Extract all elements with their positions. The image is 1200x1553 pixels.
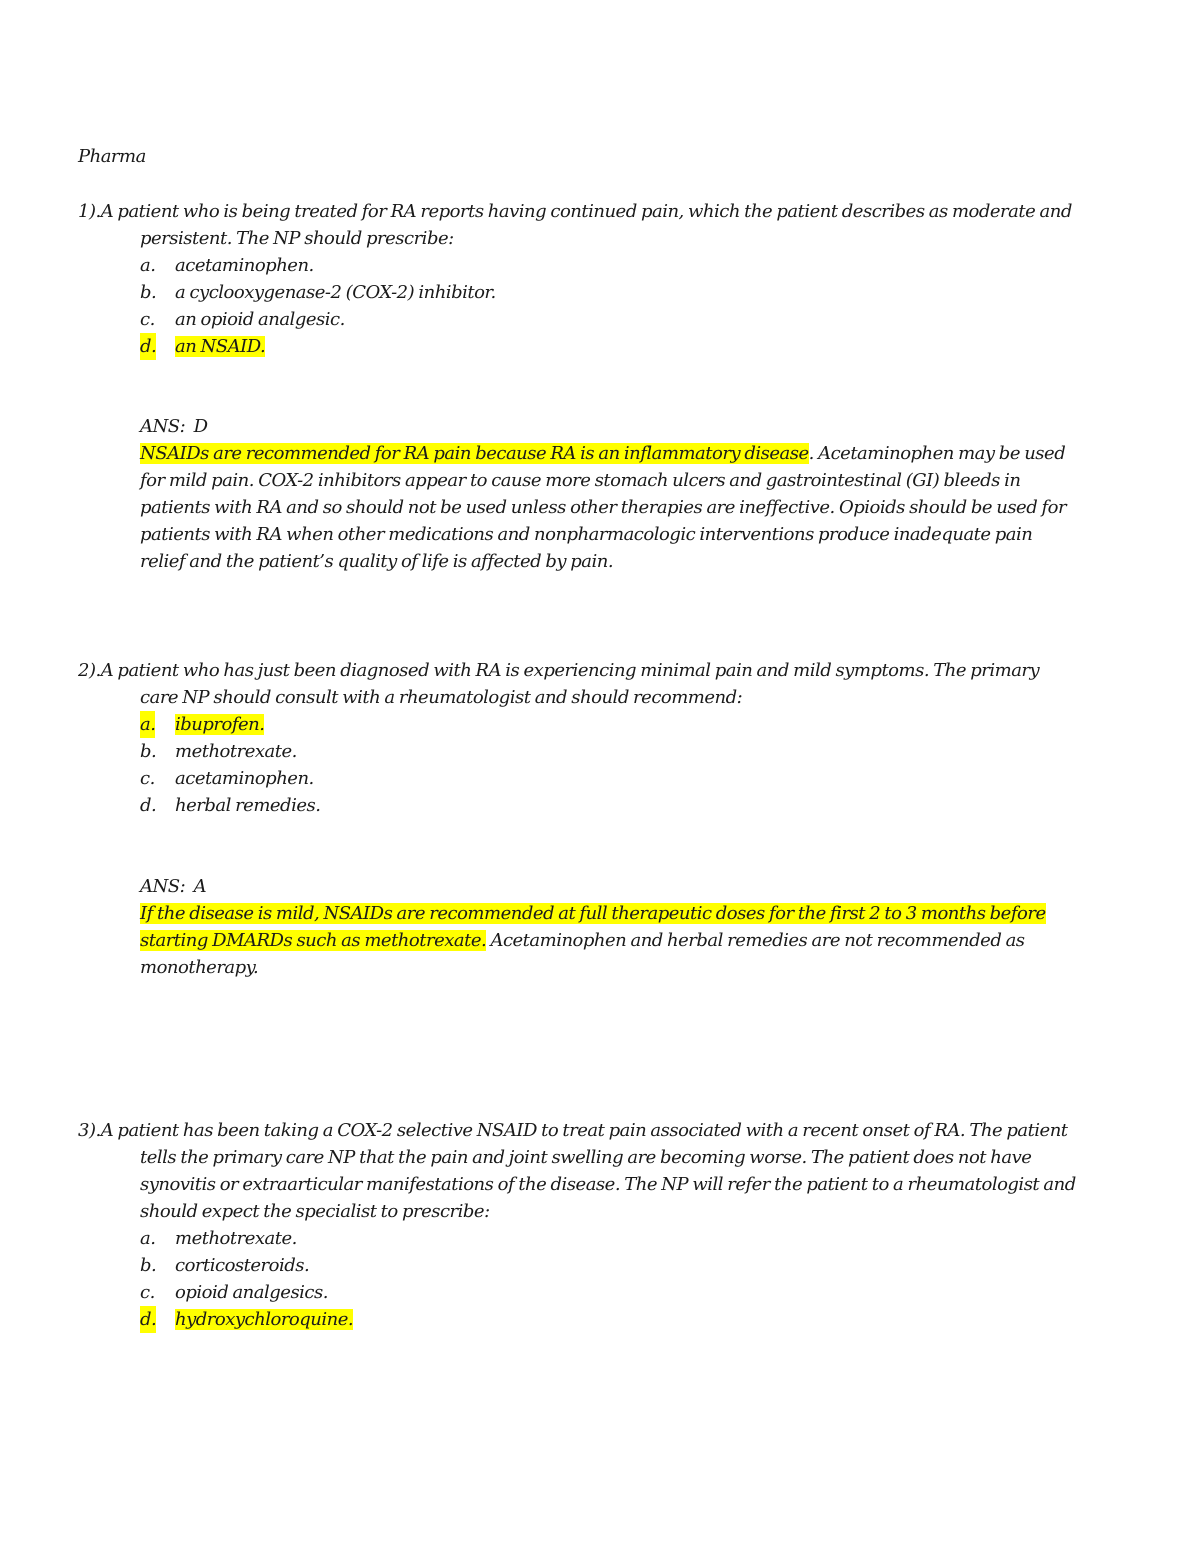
option-d — [78, 792, 1078, 819]
answer-letter: A — [193, 876, 207, 897]
question-stem — [78, 198, 1078, 252]
option-b — [78, 1252, 1078, 1279]
option-text: methotrexate. — [175, 741, 297, 762]
option-text: methotrexate. — [175, 1228, 297, 1249]
option-text: acetaminophen. — [175, 255, 314, 276]
question-number: 1). — [78, 201, 101, 222]
rationale-text: Acetaminophen and herbal remedies are not recommended as monotherapy. — [140, 930, 1025, 978]
answer-block-1 — [140, 413, 1080, 575]
question-number: 2). — [78, 660, 101, 681]
answer-label: ANS: — [140, 876, 186, 897]
option-text: acetaminophen. — [175, 768, 314, 789]
option-text: an opioid analgesic. — [175, 309, 345, 330]
rationale-highlight: If the disease is mild, NSAIDs are recommended at full therapeutic doses for the first 2 to 3 months before starting DMARDs such as methotrexate. — [140, 903, 1046, 951]
rationale — [140, 900, 1080, 981]
option-letter: a. — [140, 255, 156, 276]
answer-label: ANS: — [140, 416, 186, 437]
option-letter: d. — [140, 333, 156, 360]
option-a — [78, 1225, 1078, 1252]
question-3 — [78, 1117, 1078, 1333]
option-letter: c. — [140, 309, 155, 330]
option-letter: b. — [140, 1255, 157, 1276]
option-text: herbal remedies. — [175, 795, 321, 816]
option-letter: c. — [140, 1282, 155, 1303]
answer-line — [140, 413, 1080, 440]
question-1 — [78, 198, 1078, 360]
option-text: corticosteroids. — [175, 1255, 310, 1276]
question-stem — [78, 1117, 1078, 1225]
question-text: A patient who has just been diagnosed with RA is experiencing minimal pain and mild symptoms. The primary care NP should consult with a rheumatologist and should recommend: — [100, 660, 1040, 708]
question-2 — [78, 657, 1078, 819]
option-text: a cyclooxygenase-2 (COX-2) inhibitor. — [175, 282, 496, 303]
option-c — [78, 1279, 1078, 1306]
option-b — [78, 279, 1078, 306]
option-letter: a. — [140, 711, 155, 738]
option-text: an NSAID. — [175, 336, 266, 357]
rationale-highlight: NSAIDs are recommended for RA pain because RA is an inflammatory disease — [140, 443, 809, 464]
option-letter: b. — [140, 282, 157, 303]
document-title: Pharma — [78, 146, 146, 167]
option-b — [78, 738, 1078, 765]
rationale-text: . Acetaminophen may be used for mild pain. COX-2 inhibitors appear to cause more stomach ulcers and gastrointestinal (GI) bleeds in patients with RA and so should not be used unless other therapies are ineffective. Opioids should be used for patients with RA when other medications and nonpharmacologic interventions produce inadequate pain relief and the patient’s quality of life is affected by pain. — [140, 443, 1067, 572]
option-d-highlighted — [78, 1306, 1078, 1333]
option-letter: c. — [140, 768, 155, 789]
answer-options — [78, 1225, 1078, 1333]
option-letter: d. — [140, 795, 157, 816]
option-c — [78, 306, 1078, 333]
option-a-highlighted — [78, 711, 1078, 738]
option-text: ibuprofen. — [175, 714, 265, 735]
answer-letter: D — [193, 416, 208, 437]
option-letter: d. — [140, 1306, 156, 1333]
option-a — [78, 252, 1078, 279]
answer-options — [78, 711, 1078, 819]
answer-line — [140, 873, 1080, 900]
option-letter: a. — [140, 1228, 156, 1249]
option-text: hydroxychloroquine. — [175, 1309, 354, 1330]
option-d-highlighted — [78, 333, 1078, 360]
answer-block-2 — [140, 873, 1080, 981]
question-text: A patient who is being treated for RA reports having continued pain, which the patient describes as moderate and persistent. The NP should prescribe: — [100, 201, 1072, 249]
option-c — [78, 765, 1078, 792]
answer-options — [78, 252, 1078, 360]
question-stem — [78, 657, 1078, 711]
option-text: opioid analgesics. — [175, 1282, 328, 1303]
option-letter: b. — [140, 741, 157, 762]
question-text: A patient has been taking a COX-2 selective NSAID to treat pain associated with a recent onset of RA. The patient tells the primary care NP that the pain and joint swelling are becoming worse. The patient does not have synovitis or extraarticular manifestations of the disease. The NP will refer the patient to a rheumatologist and should expect the specialist to prescribe: — [100, 1120, 1076, 1222]
rationale — [140, 440, 1080, 575]
question-number: 3). — [78, 1120, 101, 1141]
